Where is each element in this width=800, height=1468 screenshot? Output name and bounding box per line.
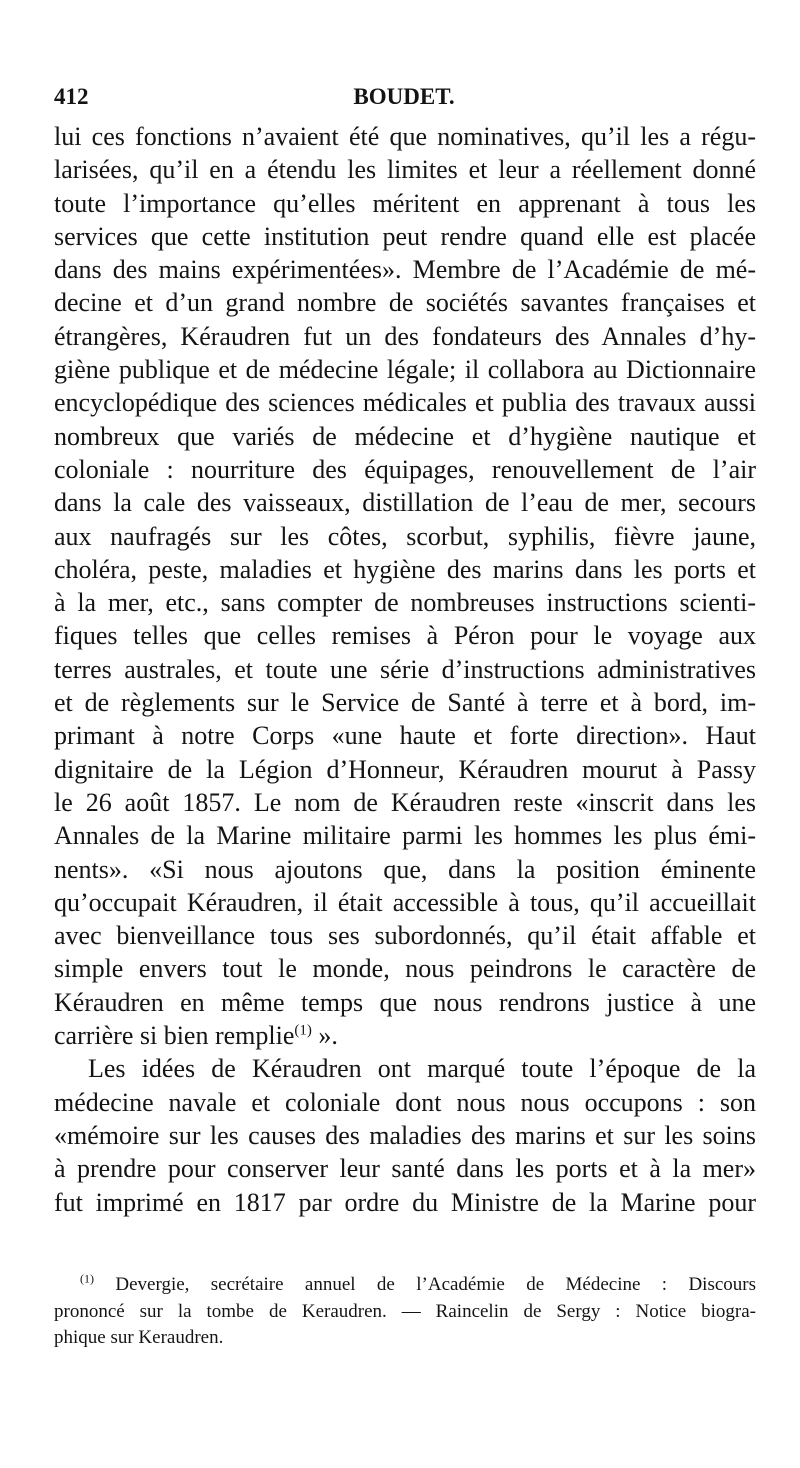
- text-line: encyclopédique des sciences médicales et publia des travaux aussi: [54, 388, 756, 418]
- text-line: étrangères, Kéraudren fut un des fondateurs des Annales d’hy-: [54, 321, 756, 351]
- text-line: fut imprimé en 1817 par ordre du Ministre de la Marine pour: [54, 1187, 756, 1217]
- page-header: [54, 84, 754, 120]
- paragraph-end-line: [54, 1019, 756, 1052]
- text-line: Les idées de Kéraudren ont marqué toute l’époque de la: [88, 1054, 756, 1084]
- text-line: fiques telles que celles remises à Péron pour le voyage aux: [54, 621, 756, 651]
- text-line: «mémoire sur les causes des maladies des marins et sur les soins: [54, 1120, 756, 1150]
- text-line: coloniale : nourriture des équipages, renouvellement de l’air: [54, 454, 756, 484]
- footnote-mark: (1): [80, 1271, 94, 1286]
- text-line: dignitaire de la Légion d’Honneur, Kéraudren mourut à Passy: [54, 754, 756, 784]
- text-line: lui ces fonctions n’avaient été que nominatives, qu’il les a régu-: [54, 122, 756, 151]
- quote-close: ».: [311, 1021, 338, 1051]
- text-line: qu’occupait Kéraudren, il était accessible à tous, qu’il accueillait: [54, 887, 756, 917]
- footnote-line: [54, 1272, 756, 1299]
- text-line: toute l’importance qu’elles méritent en apprenant à tous les: [54, 188, 756, 218]
- text-line: choléra, peste, maladies et hygiène des marins dans les ports et: [54, 554, 756, 584]
- text-line: dans la cale des vaisseaux, distillation de l’eau de mer, secours: [54, 488, 756, 518]
- text-line: primant à notre Corps «une haute et forte direction». Haut: [54, 721, 756, 751]
- text-line: services que cette institution peut rendre quand elle est placée: [54, 221, 756, 251]
- text-line: decine et d’un grand nombre de sociétés savantes françaises et: [54, 288, 756, 318]
- text-line: simple envers tout le monde, nous peindrons le caractère de: [54, 954, 756, 984]
- text-line: nombreux que variés de médecine et d’hygiène nautique et: [54, 421, 756, 451]
- text-line: carrière si bien remplie: [54, 1021, 295, 1051]
- text-line: avec bienveillance tous ses subordonnés, qu’il était affable et: [54, 921, 756, 951]
- text-line: à prendre pour conserver leur santé dans les ports et à la mer»: [54, 1154, 756, 1184]
- running-head: BOUDET.: [353, 84, 455, 109]
- text-line: Annales de la Marine militaire parmi les hommes les plus émi-: [54, 821, 756, 851]
- text-line: le 26 août 1857. Le nom de Kéraudren reste «inscrit dans les: [54, 787, 756, 817]
- text-line: terres australes, et toute une série d’instructions administratives: [54, 654, 756, 684]
- text-line: Kéraudren en même temps que nous rendrons justice à une: [54, 987, 756, 1017]
- text-line: et de règlements sur le Service de Santé à terre et à bord, im-: [54, 688, 756, 718]
- footnote-line: prononcé sur la tombe de Keraudren. — Raincelin de Sergy : Notice biogra-: [54, 1300, 756, 1322]
- body-text: [54, 120, 756, 1219]
- text-line: aux naufragés sur les côtes, scorbut, syphilis, fièvre jaune,: [54, 521, 756, 551]
- page-number: 412: [54, 84, 89, 109]
- text-line: larisées, qu’il en a étendu les limites et leur a réellement donné: [54, 155, 756, 185]
- footnote-text: Devergie, secrétaire annuel de l’Académie de Médecine : Discours: [115, 1274, 756, 1295]
- footnote-line: phique sur Keraudren.: [54, 1327, 224, 1348]
- footnotes: [54, 1272, 756, 1352]
- text-line: nents». «Si nous ajoutons que, dans la position éminente: [54, 854, 756, 884]
- footnote-reference[interactable]: (1): [294, 1022, 312, 1039]
- text-line: médecine navale et coloniale dont nous nous occupons : son: [54, 1087, 756, 1117]
- text-line: dans des mains expérimentées». Membre de l’Académie de mé-: [54, 255, 756, 285]
- text-line: à la mer, etc., sans compter de nombreuses instructions scienti-: [54, 588, 756, 618]
- text-line: giène publique et de médecine légale; il collabora au Dictionnaire: [54, 355, 756, 385]
